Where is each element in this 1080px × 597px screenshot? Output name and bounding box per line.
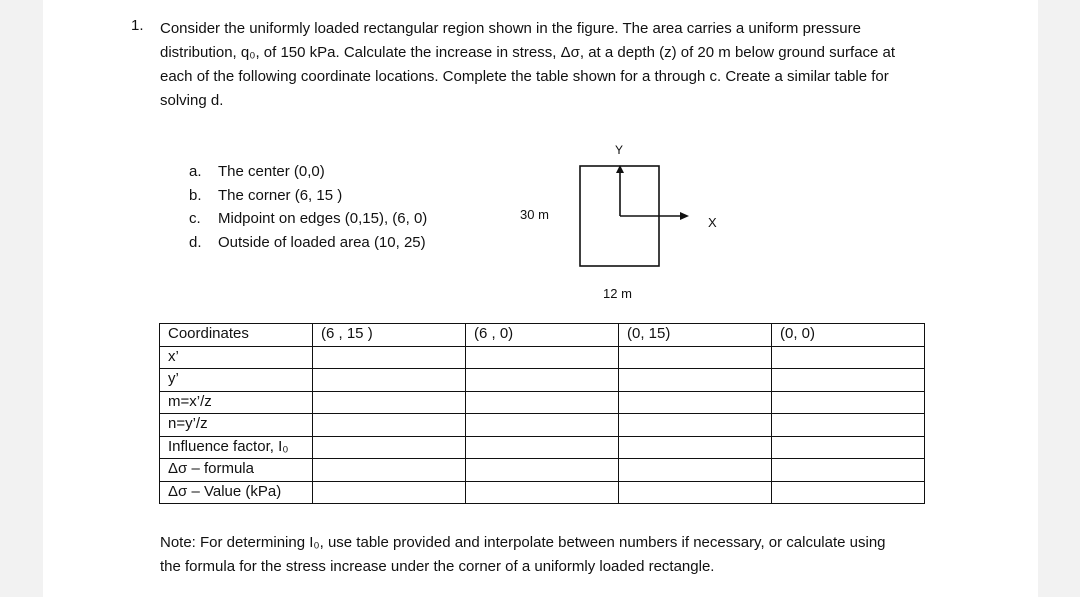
table-cell bbox=[466, 459, 619, 482]
table-cell bbox=[466, 391, 619, 414]
row-label: Δσ – formula bbox=[160, 459, 313, 482]
table-row bbox=[160, 391, 925, 414]
list-item bbox=[189, 231, 427, 255]
table-cell bbox=[619, 459, 772, 482]
document-page bbox=[43, 0, 1038, 597]
table-cell bbox=[772, 414, 925, 437]
row-label: Δσ – Value (kPa) bbox=[160, 481, 313, 504]
header-cell: Coordinates bbox=[160, 324, 313, 347]
question-number: 1. bbox=[131, 17, 144, 34]
table-cell bbox=[772, 346, 925, 369]
table-cell bbox=[772, 391, 925, 414]
table-row bbox=[160, 436, 925, 459]
table-cell bbox=[313, 346, 466, 369]
item-label: b. bbox=[189, 186, 202, 204]
height-dimension: 30 m bbox=[520, 207, 549, 222]
table-row bbox=[160, 459, 925, 482]
item-label: a. bbox=[189, 163, 202, 180]
y-axis-label: Y bbox=[615, 143, 624, 157]
list-item bbox=[189, 207, 427, 231]
table-cell bbox=[466, 414, 619, 437]
table-cell bbox=[313, 436, 466, 459]
item-label: c. bbox=[189, 210, 201, 227]
x-axis-label: X bbox=[708, 215, 717, 230]
table-row bbox=[160, 346, 925, 369]
table-cell bbox=[619, 391, 772, 414]
table-cell bbox=[313, 414, 466, 437]
row-label: y’ bbox=[160, 369, 313, 392]
table-cell bbox=[313, 391, 466, 414]
row-label: n=y’/z bbox=[160, 414, 313, 437]
table-cell bbox=[466, 481, 619, 504]
header-cell: (0, 15) bbox=[619, 324, 772, 347]
table-cell bbox=[466, 436, 619, 459]
table-cell bbox=[313, 369, 466, 392]
table-cell bbox=[313, 459, 466, 482]
row-label: x’ bbox=[160, 346, 313, 369]
table-cell bbox=[619, 346, 772, 369]
note-line: the formula for the stress increase under the corner of a uniformly loaded rectangle. bbox=[160, 558, 715, 575]
item-text: The corner (6, 15 ) bbox=[218, 186, 343, 204]
header-cell: (6 , 0) bbox=[466, 324, 619, 347]
table-cell bbox=[466, 346, 619, 369]
item-text: Midpoint on edges (0,15), (6, 0) bbox=[218, 210, 428, 227]
list-item bbox=[189, 160, 427, 184]
question-text bbox=[160, 17, 985, 113]
question-line: each of the following coordinate locations. Complete the table shown for a through c. Create a similar table for bbox=[160, 68, 889, 85]
table-cell bbox=[619, 414, 772, 437]
question-line: solving d. bbox=[160, 92, 224, 109]
list-item bbox=[189, 184, 427, 208]
stress-table bbox=[159, 323, 925, 504]
header-cell: (0, 0) bbox=[772, 324, 925, 347]
row-label: Influence factor, I₀ bbox=[160, 436, 313, 459]
header-cell: (6 , 15 ) bbox=[313, 324, 466, 347]
table-cell bbox=[772, 459, 925, 482]
table-header-row bbox=[160, 324, 925, 347]
item-label: d. bbox=[189, 233, 202, 251]
table-cell bbox=[772, 481, 925, 504]
row-label: m=x’/z bbox=[160, 391, 313, 414]
coordinate-list bbox=[189, 160, 427, 254]
note-text bbox=[160, 531, 985, 579]
question-line: Consider the uniformly loaded rectangular region shown in the figure. The area carries a uniform pressure bbox=[160, 20, 861, 37]
width-dimension: 12 m bbox=[603, 286, 632, 301]
x-axis-arrow-icon bbox=[680, 212, 689, 220]
table-cell bbox=[772, 369, 925, 392]
table-cell bbox=[619, 369, 772, 392]
note-line: Note: For determining I₀, use table provided and interpolate between numbers if necessary, or calculate using bbox=[160, 534, 886, 551]
table-cell bbox=[466, 369, 619, 392]
item-text: The center (0,0) bbox=[218, 163, 325, 180]
question-line: distribution, q₀, of 150 kPa. Calculate the increase in stress, Δσ, at a depth (z) of 20 m below ground surface at bbox=[160, 44, 896, 61]
table-cell bbox=[619, 481, 772, 504]
table-row bbox=[160, 414, 925, 437]
table-cell bbox=[619, 436, 772, 459]
table-cell bbox=[313, 481, 466, 504]
rectangle-figure bbox=[483, 140, 723, 280]
table-cell bbox=[772, 436, 925, 459]
table-row bbox=[160, 369, 925, 392]
table-row bbox=[160, 481, 925, 504]
item-text: Outside of loaded area (10, 25) bbox=[218, 233, 426, 251]
